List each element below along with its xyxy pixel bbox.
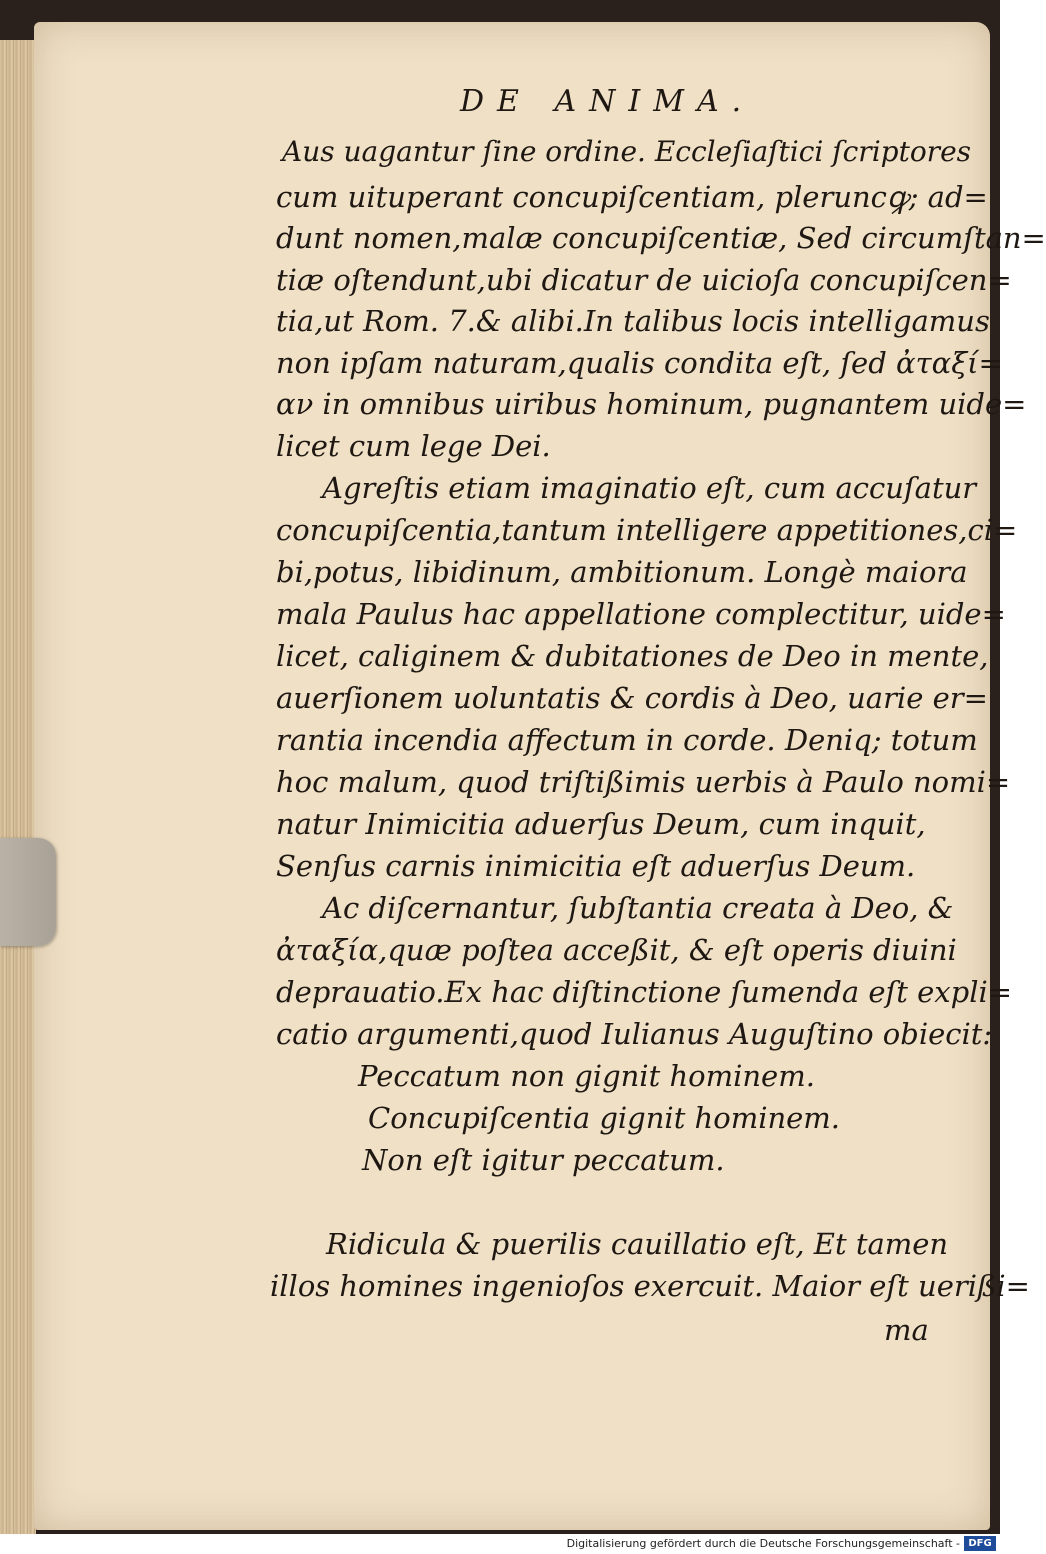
page-clip bbox=[0, 838, 56, 946]
text-line: licet, caliginem & dubitationes de Deo in mente, bbox=[276, 639, 989, 673]
text-line: αν in omnibus uiribus hominum, pugnantem uide= bbox=[276, 387, 1027, 421]
text-line: tiæ oſtendunt,ubi dicatur de uicioſa concupiſcen= bbox=[276, 263, 1012, 297]
text-line: illos homines ingenioſos exercuit. Maior eſt uerißi= bbox=[270, 1269, 1030, 1303]
text-line: concupiſcentia,tantum intelligere appetitiones,ci= bbox=[276, 513, 1018, 547]
text-line: bi,potus, libidinum, ambitionum. Longè maiora bbox=[276, 555, 968, 589]
text-line: mala Paulus hac appellatione complectitur, uide= bbox=[276, 597, 1006, 631]
text-line: cum uituperant concupiſcentiam, pleruncꝙ; ad= bbox=[276, 180, 988, 214]
catchword: ma bbox=[884, 1313, 929, 1347]
text-line: Ridicula & puerilis cauillatio eſt, Et tamen bbox=[326, 1227, 949, 1261]
text-line: tia,ut Rom. 7.& alibi.In talibus locis intelligamus bbox=[276, 304, 990, 338]
text-line: Concupiſcentia gignit hominem. bbox=[368, 1101, 841, 1135]
text-line: dunt nomen,malæ concupiſcentiæ, Sed circumſtan= bbox=[276, 221, 1046, 255]
text-line: auerſionem uoluntatis & cordis à Deo, uarie er= bbox=[276, 681, 988, 715]
running-head: DE ANIMA. bbox=[460, 84, 755, 119]
text-line: Peccatum non gignit hominem. bbox=[358, 1059, 815, 1093]
text-line: rantia incendia affectum in corde. Deniq; totum bbox=[276, 723, 978, 757]
page-edges bbox=[0, 40, 36, 1534]
text-line: Ac diſcernantur, ſubſtantia creata à Deo, & bbox=[322, 891, 954, 925]
text-line: natur Inimicitia aduerſus Deum, cum inquit, bbox=[276, 807, 926, 841]
dfg-logo-icon: DFG bbox=[964, 1536, 996, 1551]
text-line: ἀταξία,quæ poſtea acceßit, & eſt operis diuini bbox=[276, 933, 957, 967]
text-line: licet cum lege Dei. bbox=[276, 429, 551, 463]
footer-bar bbox=[0, 1534, 1000, 1554]
text-line: catio argumenti,quod Iulianus Auguſtino obiecit: bbox=[276, 1017, 993, 1051]
text-line: Aus uagantur ſine ordine. Eccleſiaſtici ſcriptores bbox=[282, 135, 972, 168]
text-line: Agreſtis etiam imaginatio eſt, cum accuſatur bbox=[322, 471, 977, 505]
text-line: hoc malum, quod triſtißimis uerbis à Paulo nomi= bbox=[276, 765, 1011, 799]
text-line: non ipſam naturam,qualis condita eſt, ſed ἀταξί= bbox=[276, 346, 1003, 380]
text-line: deprauatio.Ex hac diſtinctione ſumenda eſt expli= bbox=[276, 975, 1013, 1009]
funding-credit: Digitalisierung gefördert durch die Deutsche Forschungsgemeinschaft - bbox=[566, 1537, 960, 1550]
text-line: Senſus carnis inimicitia eſt aduerſus Deum. bbox=[276, 849, 916, 883]
text-line: Non eſt igitur peccatum. bbox=[362, 1143, 725, 1177]
